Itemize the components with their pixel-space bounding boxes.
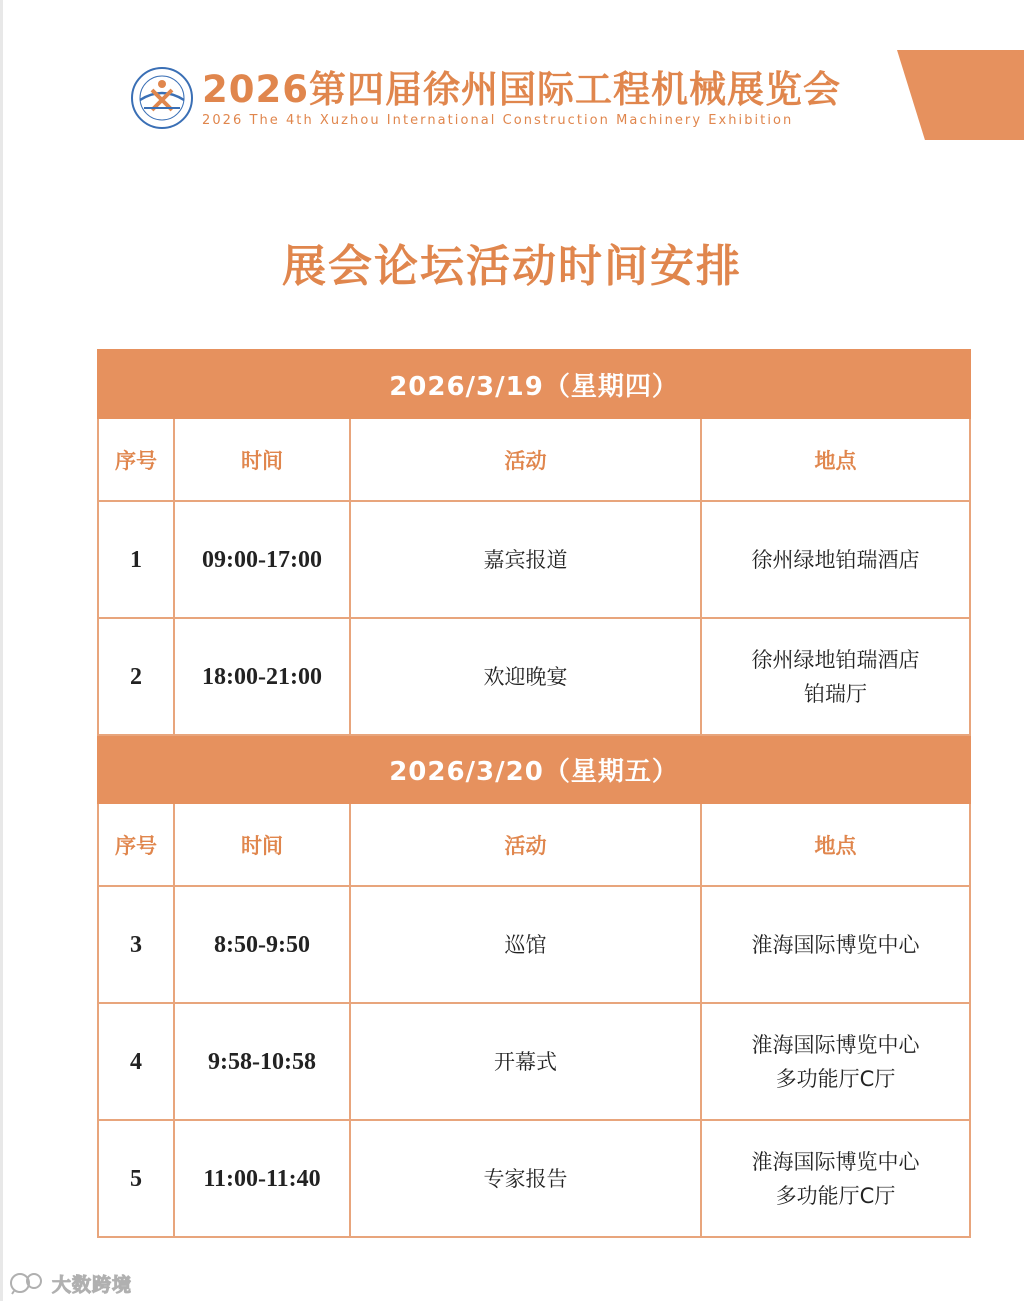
- row-activity: 嘉宾报道: [350, 501, 701, 618]
- row-location: [701, 1120, 970, 1237]
- col-header-activity: 活动: [350, 803, 701, 886]
- row-location: [701, 886, 970, 1003]
- exhibition-title: 2026第四届徐州国际工程机械展览会: [202, 68, 841, 111]
- row-activity: 开幕式: [350, 1003, 701, 1120]
- watermark: [8, 1270, 132, 1296]
- date-header-row: [98, 350, 970, 418]
- row-location: [701, 1003, 970, 1120]
- row-time: 8:50-9:50: [174, 886, 350, 1003]
- row-number: 2: [98, 618, 174, 735]
- row-time: 11:00-11:40: [174, 1120, 350, 1237]
- col-header-location: 地点: [701, 418, 970, 501]
- table-row: [98, 501, 970, 618]
- location-line: 多功能厅C厅: [775, 1066, 896, 1091]
- col-header-no: 序号: [98, 418, 174, 501]
- location-line: 多功能厅C厅: [775, 1183, 896, 1208]
- table-row: [98, 886, 970, 1003]
- table-row: [98, 1003, 970, 1120]
- location-line: 徐州绿地铂瑞酒店: [751, 647, 920, 672]
- location-line: 徐州绿地铂瑞酒店: [751, 547, 920, 572]
- column-header-row: [98, 803, 970, 886]
- row-activity: 专家报告: [350, 1120, 701, 1237]
- location-line: 淮海国际博览中心: [751, 932, 920, 957]
- table-row: [98, 1120, 970, 1237]
- date-header-row: [98, 735, 970, 803]
- row-time: 9:58-10:58: [174, 1003, 350, 1120]
- row-time: 09:00-17:00: [174, 501, 350, 618]
- row-location: [701, 501, 970, 618]
- row-activity: 欢迎晚宴: [350, 618, 701, 735]
- location-line: 铂瑞厅: [804, 681, 867, 706]
- exhibition-subtitle: 2026 The 4th Xuzhou International Construction Machinery Exhibition: [202, 113, 794, 128]
- page-edge: [0, 0, 3, 1301]
- col-header-no: 序号: [98, 803, 174, 886]
- row-number: 3: [98, 886, 174, 1003]
- col-header-activity: 活动: [350, 418, 701, 501]
- watermark-logo-icon: [8, 1271, 48, 1295]
- row-number: 5: [98, 1120, 174, 1237]
- row-activity: 巡馆: [350, 886, 701, 1003]
- table-row: [98, 618, 970, 735]
- date-header: 2026/3/20（星期五）: [98, 735, 970, 803]
- date-header: 2026/3/19（星期四）: [98, 350, 970, 418]
- watermark-text: 大数跨境: [52, 1273, 133, 1296]
- col-header-time: 时间: [174, 803, 350, 886]
- row-time: 18:00-21:00: [174, 618, 350, 735]
- row-number: 4: [98, 1003, 174, 1120]
- location-line: 淮海国际博览中心: [751, 1149, 920, 1174]
- row-location: [701, 618, 970, 735]
- header: [130, 66, 860, 136]
- schedule-table: [97, 349, 971, 1238]
- col-header-time: 时间: [174, 418, 350, 501]
- location-line: 淮海国际博览中心: [751, 1032, 920, 1057]
- row-number: 1: [98, 501, 174, 618]
- exhibition-logo-icon: [130, 66, 194, 130]
- column-header-row: [98, 418, 970, 501]
- corner-decoration: [897, 50, 1024, 140]
- col-header-location: 地点: [701, 803, 970, 886]
- page-title: 展会论坛活动时间安排: [282, 241, 742, 292]
